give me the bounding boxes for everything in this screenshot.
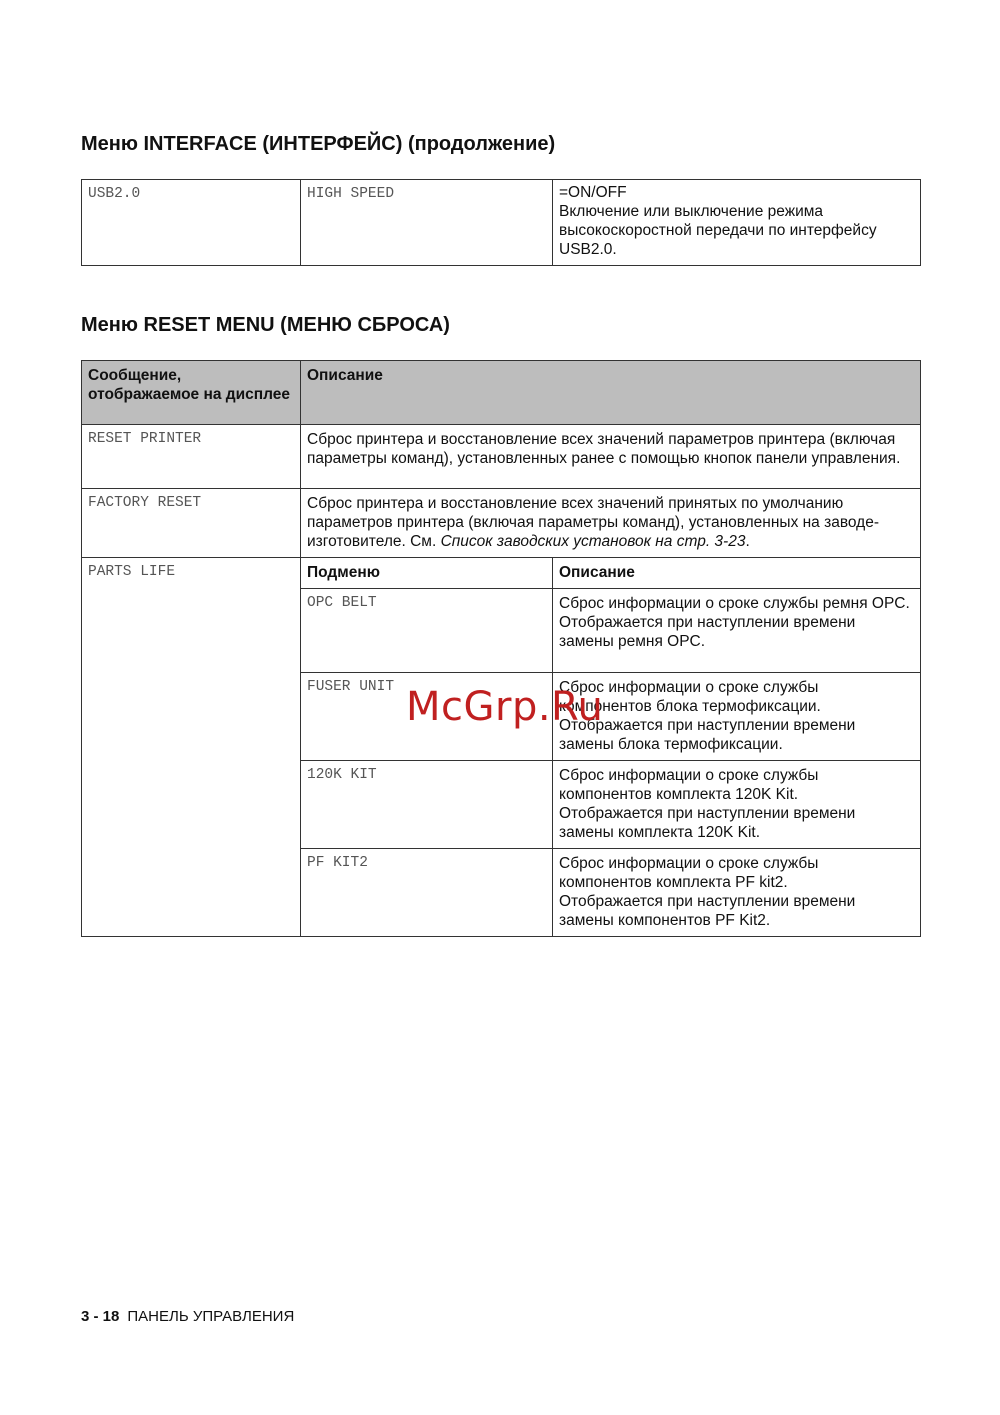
description-line: Сброс информации о сроке службы ремня OPC. — [559, 595, 910, 612]
submenu-cell: 120K KIT — [301, 761, 553, 849]
table-row — [82, 558, 921, 589]
description-text: Включение или выключение режима высокоскоростной передачи по интерфейсу USB2.0. — [559, 203, 877, 258]
submenu-cell: HIGH SPEED — [301, 180, 553, 266]
page-footer — [81, 1308, 294, 1325]
description-cell: Сброс принтера и восстановление всех значений параметров принтера (включая параметры команд), установленных ранее с помощью кнопок панели управления. — [301, 425, 921, 489]
footer-section-name: ПАНЕЛЬ УПРАВЛЕНИЯ — [127, 1308, 295, 1325]
watermark: McGrp.Ru — [406, 684, 604, 730]
subheader-description: Описание — [553, 558, 921, 589]
description-cell — [553, 849, 921, 937]
description-line: Сброс информации о сроке службы компонентов комплекта 120K Kit. — [559, 767, 819, 803]
table-row — [82, 180, 921, 266]
description-line: Сброс информации о сроке службы компонентов блока термофиксации. — [559, 679, 821, 715]
description-cell — [553, 673, 921, 761]
description-line: Сброс информации о сроке службы компонентов комплекта PF kit2. — [559, 855, 819, 891]
message-cell: RESET PRINTER — [82, 425, 301, 489]
table-row — [82, 489, 921, 558]
message-cell: PARTS LIFE — [82, 558, 301, 937]
submenu-cell: OPC BELT — [301, 589, 553, 673]
description-punct: . — [745, 533, 750, 550]
description-line: Отображается при наступлении времени замены блока термофиксации. — [559, 717, 856, 753]
description-line: Отображается при наступлении времени замены комплекта 120K Kit. — [559, 805, 856, 841]
description-cell — [553, 589, 921, 673]
description-cell — [553, 180, 921, 266]
subheader-submenu: Подменю — [301, 558, 553, 589]
header-description: Описание — [301, 361, 921, 425]
description-text: Сброс принтера и восстановление всех значений принятых по умолчанию параметров принтера (включая параметры команд), установленных на заводе-изготовителе. См. — [307, 495, 880, 550]
header-message: Сообщение, отображаемое на дисплее — [82, 361, 301, 425]
table-header-row — [82, 361, 921, 425]
table-row — [82, 425, 921, 489]
message-cell: FACTORY RESET — [82, 489, 301, 558]
section-title-interface: Меню INTERFACE (ИНТЕРФЕЙС) (продолжение) — [81, 133, 556, 155]
submenu-cell: FUSER UNIT — [301, 673, 553, 761]
description-cell — [553, 761, 921, 849]
description-line: Отображается при наступлении времени замены ремня OPC. — [559, 614, 856, 650]
reset-menu-table — [81, 360, 921, 937]
description-line: Отображается при наступлении времени замены компонентов PF Kit2. — [559, 893, 856, 929]
value-text: =ON/OFF — [559, 184, 627, 201]
section-title-reset-menu: Меню RESET MENU (МЕНЮ СБРОСА) — [81, 314, 450, 336]
cross-reference-link: Список заводских установок на стр. 3-23 — [440, 533, 746, 550]
page-number: 3 - 18 — [81, 1308, 120, 1325]
interface-table — [81, 179, 921, 266]
message-cell: USB2.0 — [82, 180, 301, 266]
description-cell — [301, 489, 921, 558]
submenu-cell: PF KIT2 — [301, 849, 553, 937]
